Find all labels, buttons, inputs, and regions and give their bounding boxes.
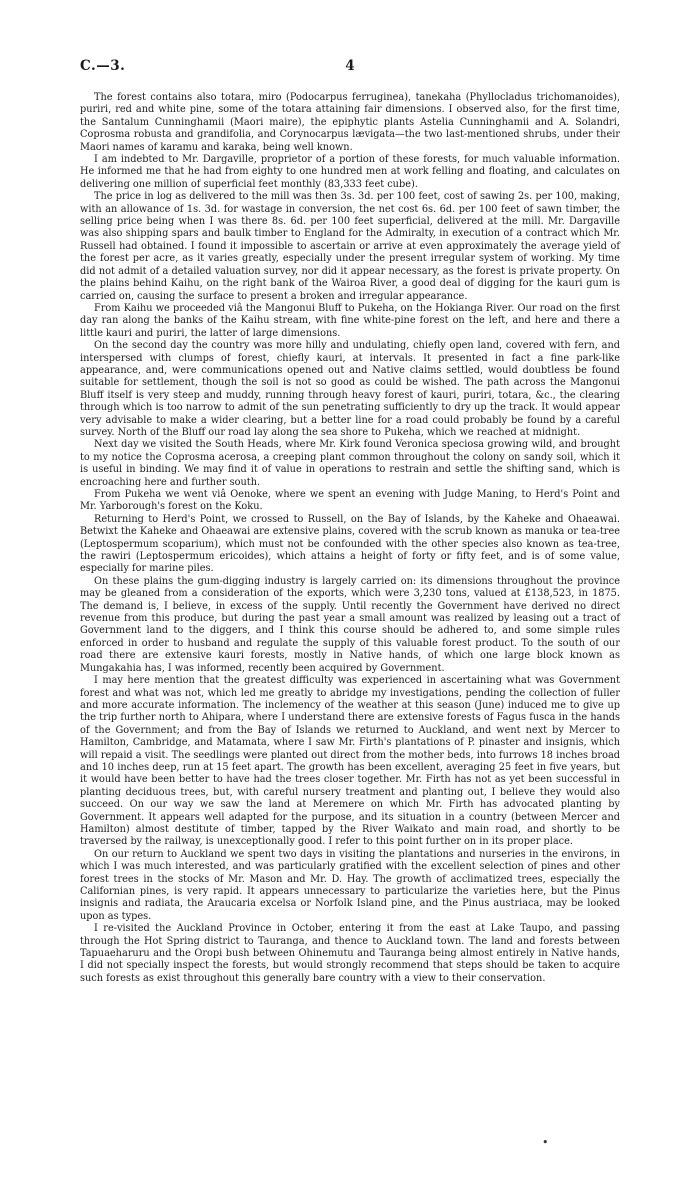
paragraph: On the second day the country was more hilly and undulating, chiefly open land, covered with fern, and interspersed with clumps of forest, chiefly kauri, at intervals. It presented in fact a fine park-like appearance, and, were communications opened out and Native claims settled, would doubtless be found suitable for settlement, though the soil is not so good as could be wished. The path across the Mangonui Bluff itself is very steep and muddy, running through heavy forest of kauri, puriri, totara, &c., the clearing through which is too narrow to admit of the sun penetrating sufficiently to dry up the track. It would appear very advisable to make a wider clearing, but a better line for a road could probably be found by a careful survey. North of the Bluff our road lay along the sea shore to Pukeha, which we reached at midnight. [80, 340, 620, 438]
paragraph: Returning to Herd's Point, we crossed to Russell, on the Bay of Islands, by the Kaheke and Ohaeawai. Betwixt the Kaheke and Ohaeawai are extensive plains, covered with the scrub known as manuka or tea-tree (Leptospermum scoparium), which must not be confounded with the other species also known as tea-tree, the rawiri (Leptospermum ericoides), which attains a height of forty or fifty feet, and is of some value, especially for marine piles. [80, 513, 620, 575]
paragraph: From Kaihu we proceeded viâ the Mangonui Bluff to Pukeha, on the Hokianga River. Our road on the first day ran along the banks of the Kaihu stream, with fine white-pine forest on the left, and here and there a little kauri and puriri, the latter of large dimensions. [80, 302, 620, 339]
body-text [80, 92, 620, 985]
document-reference: C.—3. [80, 58, 126, 74]
paragraph: I re-visited the Auckland Province in October, entering it from the east at Lake Taupo, and passing through the Hot Spring district to Tauranga, and thence to Auckland town. The land and forests between Tapuaeharuru and the Oropi bush between Ohinemutu and Tauranga being almost entirely in Native hands, I did not specially inspect the forests, but would strongly recommend that steps should be taken to acquire such forests as exist throughout this generally bare country with a view to their conservation. [80, 923, 620, 984]
paragraph: On these plains the gum-digging industry is largely carried on: its dimensions throughout the province may be gleaned from a consideration of the exports, which were 3,230 tons, valued at £138,523, in 1875. The demand is, I believe, in excess of the supply. Until recently the Government have derived no direct revenue from this produce, but during the past year a small amount was realized by leasing out a tract of Government land to the diggers, and I think this course should be adhered to, and some simple rules enforced in order to husband and regulate the supply of this valuable forest product. To the south of our road there are extensive kauri forests, mostly in Native hands, of which one large block known as Mungakahia has, I was informed, recently been acquired by Government. [80, 575, 620, 674]
paragraph: I am indebted to Mr. Dargaville, proprietor of a portion of these forests, for much valuable information. He informed me that he had from eighty to one hundred men at work felling and floating, and calculates on delivering one million of superficial feet monthly (83,333 feet cube). [80, 154, 620, 190]
footer-mark: • [542, 1136, 549, 1149]
paragraph: The price in log as delivered to the mill was then 3s. 3d. per 100 feet, cost of sawing 2s. per 100, making, with an allowance of 1s. 3d. for wastage in conversion, the net cost 6s. 6d. per 100 feet of sawn timber, the selling price being when I was there 8s. 6d. per 100 feet superficial, delivered at the mill. Mr. Dargaville was also shipping spars and baulk timber to England for the Admiralty, in execution of a contract which Mr. Russell had obtained. I found it impossible to ascertain or arrive at even approximately the average yield of the forest per acre, as it varies greatly, especially under the present irregular system of working. My time did not admit of a detailed valuation survey, nor did it appear necessary, as the forest is private property. On the plains behind Kaihu, on the right bank of the Wairoa River, a good deal of digging for the kauri gum is carried on, causing the surface to present a broken and irregular appearance. [80, 191, 620, 302]
paragraph: The forest contains also totara, miro (Podocarpus ferruginea), tanekaha (Phyllocladus trichomanoides), puriri, red and white pine, some of the totara attaining fair dimensions. I observed also, for the first time, the Santalum Cunninghamii (Maori maire), the epiphytic plants Astelia Cunninghamii and A. Solandri, Coprosma robusta and grandifolia, and Corynocarpus lævigata—the two last-mentioned shrubs, under their Maori names of karamu and karaka, being well known. [80, 92, 620, 153]
paragraph: I may here mention that the greatest difficulty was experienced in ascertaining what was Government forest and what was not, which led me greatly to abridge my investigations, pending the collection of fuller and more accurate information. The inclemency of the weather at this season (June) induced me to give up the trip further north to Ahipara, where I understand there are extensive forests of Fagus fusca in the hands of the Government; and from the Bay of Islands we returned to Auckland, and went next by Mercer to Hamilton, Cambridge, and Matamata, where I saw Mr. Firth's plantations of P. pinaster and insignis, which will repaid a visit. The seedlings were planted out direct from the mother beds, into furrows 18 inches broad and 10 inches deep, run at 15 feet apart. The growth has been excellent, averaging 25 feet in five years, but it would have been better to have had the trees closer together. Mr. Firth has not as yet been successful in planting deciduous trees, but, with careful nursery treatment and planting out, I believe they would also succeed. On our way we saw the land at Meremere on which Mr. Firth has advocated planting by Government. It appears well adapted for the purpose, and its situation in a country (between Mercer and Hamilton) almost destitute of timber, tapped by the River Waikato and main road, and shortly to be traversed by the railway, is unexceptionally good. I refer to this point further on in its proper place. [80, 675, 620, 848]
paragraph: On our return to Auckland we spent two days in visiting the plantations and nurseries in the environs, in which I was much interested, and was particularly gratified with the excellent selection of pines and other forest trees in the stocks of Mr. Mason and Mr. D. Hay. The growth of acclimatized trees, especially the Californian pines, is very rapid. It appears unnecessary to particularize the varieties here, but the Pinus insignis and radiata, the Araucaria excelsa or Norfolk Island pine, and the Pinus austriaca, may be looked upon as types. [80, 848, 620, 922]
page-header [80, 58, 620, 78]
paragraph: Next day we visited the South Heads, where Mr. Kirk found Veronica speciosa growing wild, and brought to my notice the Coprosma acerosa, a creeping plant common throughout the colony on sandy soil, which it is useful in binding. We may find it of value in operations to restrain and settle the shifting sand, which is encroaching here and further south. [80, 439, 620, 488]
page-number: 4 [345, 58, 355, 74]
paragraph: From Pukeha we went viâ Oenoke, where we spent an evening with Judge Maning, to Herd's Point and Mr. Yarborough's forest on the Koku. [80, 489, 620, 513]
